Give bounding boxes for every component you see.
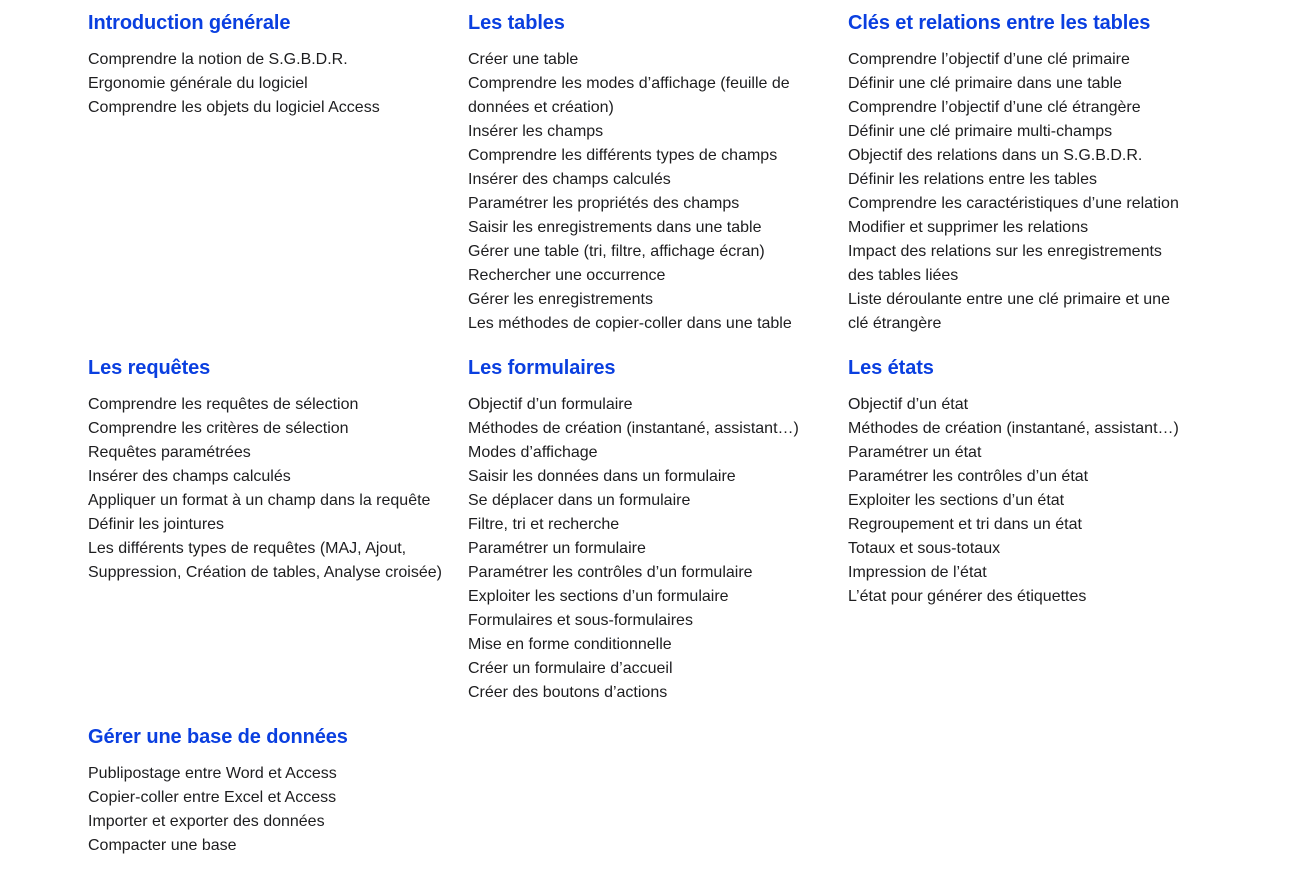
section-gerer-une-base-de-donnees <box>88 722 468 858</box>
list-item: Rechercher une occurrence <box>468 267 666 284</box>
section-les-tables <box>468 8 848 353</box>
section-title: Les requêtes <box>88 357 211 379</box>
list-item: Saisir les enregistrements dans une table <box>468 219 762 236</box>
list-item: Gérer les enregistrements <box>468 291 653 308</box>
section-les-requetes <box>88 353 468 722</box>
list-item: Comprendre les modes d’affichage (feuille de données et création) <box>468 75 790 116</box>
list-item: Comprendre les objets du logiciel Access <box>88 99 380 116</box>
list-item: Comprendre les caractéristiques d’une relation <box>848 195 1179 212</box>
section-title: Gérer une base de données <box>88 726 348 748</box>
list-item: Créer une table <box>468 51 579 68</box>
list-item: Modifier et supprimer les relations <box>848 219 1089 236</box>
list-item: Se déplacer dans un formulaire <box>468 492 691 509</box>
list-item: Comprendre l’objectif d’une clé étrangère <box>848 99 1141 116</box>
section-title: Introduction générale <box>88 12 291 34</box>
list-item: Méthodes de création (instantané, assistant…) <box>468 420 799 437</box>
list-item: Exploiter les sections d’un formulaire <box>468 588 729 605</box>
section-les-etats <box>848 353 1208 722</box>
list-item: Objectif des relations dans un S.G.B.D.R. <box>848 147 1143 164</box>
list-item: Objectif d’un état <box>848 396 969 413</box>
section-item-list <box>88 393 448 585</box>
list-item: Importer et exporter des données <box>88 813 325 830</box>
section-item-list <box>88 762 448 858</box>
list-item: Comprendre les requêtes de sélection <box>88 396 359 413</box>
list-item: Comprendre les critères de sélection <box>88 420 349 437</box>
section-item-list <box>468 393 828 705</box>
list-item: Paramétrer les contrôles d’un état <box>848 468 1089 485</box>
course-outline-grid <box>88 8 1208 858</box>
list-item: Mise en forme conditionnelle <box>468 636 672 653</box>
section-les-formulaires <box>468 353 848 722</box>
list-item: Insérer les champs <box>468 123 604 140</box>
list-item: Définir une clé primaire dans une table <box>848 75 1122 92</box>
list-item: Publipostage entre Word et Access <box>88 765 337 782</box>
list-item: Définir une clé primaire multi-champs <box>848 123 1113 140</box>
list-item: Comprendre les différents types de champs <box>468 147 778 164</box>
section-item-list <box>848 393 1188 609</box>
list-item: Paramétrer les propriétés des champs <box>468 195 740 212</box>
list-item: Impact des relations sur les enregistrements des tables liées <box>848 243 1162 284</box>
list-item: Définir les relations entre les tables <box>848 171 1098 188</box>
list-item: Objectif d’un formulaire <box>468 396 633 413</box>
list-item: Paramétrer un formulaire <box>468 540 646 557</box>
list-item: Formulaires et sous-formulaires <box>468 612 693 629</box>
list-item: Liste déroulante entre une clé primaire et une clé étrangère <box>848 291 1170 332</box>
section-cles-et-relations-entre-les-tables <box>848 8 1208 353</box>
section-title: Les tables <box>468 12 565 34</box>
list-item: Paramétrer les contrôles d’un formulaire <box>468 564 753 581</box>
list-item: Définir les jointures <box>88 516 225 533</box>
list-item: Totaux et sous-totaux <box>848 540 1001 557</box>
list-item: Les méthodes de copier-coller dans une table <box>468 315 792 332</box>
list-item: Ergonomie générale du logiciel <box>88 75 308 92</box>
list-item: Créer un formulaire d’accueil <box>468 660 673 677</box>
list-item: Insérer des champs calculés <box>88 468 291 485</box>
list-item: Méthodes de création (instantané, assistant…) <box>848 420 1179 437</box>
list-item: Insérer des champs calculés <box>468 171 671 188</box>
section-introduction-generale <box>88 8 468 353</box>
list-item: Copier-coller entre Excel et Access <box>88 789 337 806</box>
section-item-list <box>468 48 828 336</box>
list-item: Modes d’affichage <box>468 444 598 461</box>
list-item: Comprendre la notion de S.G.B.D.R. <box>88 51 348 68</box>
list-item: Exploiter les sections d’un état <box>848 492 1065 509</box>
section-title: Les formulaires <box>468 357 616 379</box>
list-item: Regroupement et tri dans un état <box>848 516 1082 533</box>
list-item: Saisir les données dans un formulaire <box>468 468 736 485</box>
list-item: Les différents types de requêtes (MAJ, Ajout, Suppression, Création de tables, Analyse croisée) <box>88 540 442 581</box>
section-item-list <box>848 48 1188 336</box>
section-title: Clés et relations entre les tables <box>848 12 1151 34</box>
list-item: Créer des boutons d’actions <box>468 684 668 701</box>
list-item: Requêtes paramétrées <box>88 444 251 461</box>
list-item: Comprendre l’objectif d’une clé primaire <box>848 51 1130 68</box>
section-title: Les états <box>848 357 934 379</box>
list-item: Appliquer un format à un champ dans la requête <box>88 492 431 509</box>
list-item: Impression de l’état <box>848 564 987 581</box>
section-item-list <box>88 48 448 120</box>
list-item: Gérer une table (tri, filtre, affichage écran) <box>468 243 765 260</box>
list-item: Paramétrer un état <box>848 444 982 461</box>
list-item: L’état pour générer des étiquettes <box>848 588 1087 605</box>
list-item: Filtre, tri et recherche <box>468 516 620 533</box>
list-item: Compacter une base <box>88 837 237 854</box>
